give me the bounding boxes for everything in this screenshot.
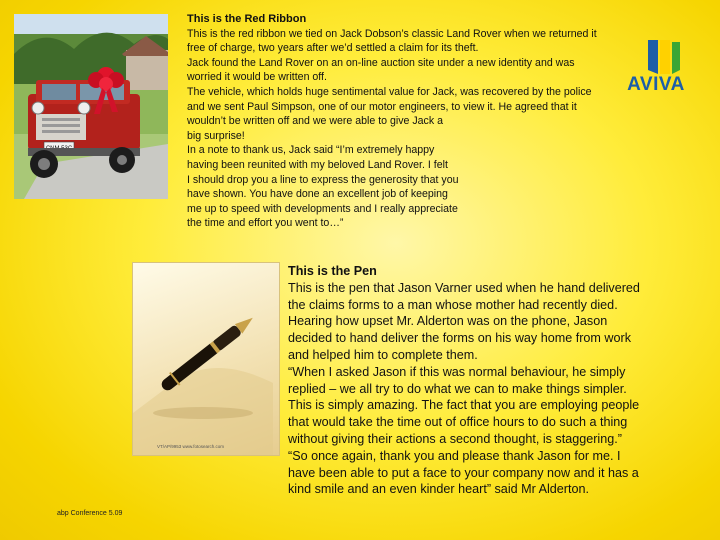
story-line: me up to speed with developments and I really appreciate: [187, 202, 458, 215]
story-line: replied – we all try to do what we can to make things simpler.: [288, 381, 627, 396]
aviva-wordmark: AVIVA: [627, 74, 685, 95]
story-line: the time and effort you went to…”: [187, 217, 344, 230]
story-line: worried it would be written off.: [187, 71, 327, 84]
story-line: the claims forms to a man whose mother had recently died.: [288, 297, 618, 312]
story-line: “So once again, thank you and please thank Jason for me. I: [288, 448, 621, 463]
photo-caption: VT/AP/9953 www.fotosearch.com: [157, 444, 225, 449]
story-line: This is simply amazing. The fact that you are employing people: [288, 398, 640, 413]
story-line: having been reunited with my beloved Land Rover. I felt: [187, 158, 448, 171]
story-line: big surprise!: [187, 129, 245, 142]
pen-story: [288, 263, 708, 498]
story-line: have been able to put a face to your company now and it has a: [288, 465, 639, 480]
story-line: “When I asked Jason if this was normal behaviour, he simply: [288, 364, 626, 379]
story-line: decided to hand deliver the forms on his way home from work: [288, 331, 631, 346]
aviva-logo-mark-icon: [644, 40, 680, 74]
story-line: without giving their actions a second thought, is staggering.”: [288, 431, 622, 446]
story-title-pen: This is the Pen: [288, 264, 377, 278]
story-line: that would take the time out of office hours to do such a thing: [288, 415, 628, 430]
land-rover-photo: [14, 14, 168, 199]
story-title-red-ribbon: This is the Red Ribbon: [187, 13, 307, 25]
story-line: In a note to thank us, Jack said “I’m extremely happy: [187, 144, 435, 157]
story-line: have shown. You have done an excellent job of keeping: [187, 188, 448, 201]
story-line: and helped him to complete them.: [288, 347, 478, 362]
story-line: Jack found the Land Rover on an on-line auction site under a new identity and was: [187, 56, 575, 69]
story-line: kind smile and an even kinder heart” said Mr Alderton.: [288, 482, 590, 497]
story-line: and we sent Paul Simpson, one of our motor engineers, to view it. He agreed that it: [187, 100, 577, 113]
fountain-pen-photo: [132, 262, 280, 456]
story-line: wouldn’t be written off and we were able to give Jack a: [187, 115, 443, 128]
story-line: This is the red ribbon we tied on Jack Dobson’s classic Land Rover when we returned it: [187, 27, 597, 40]
story-line: The vehicle, which holds huge sentimental value for Jack, was recovered by the police: [187, 85, 592, 98]
story-line: free of charge, two years after we’d settled a claim for its theft.: [187, 42, 479, 55]
story-line: This is the pen that Jason Varner used when he hand delivered: [288, 280, 640, 295]
red-ribbon-story: [187, 12, 667, 231]
aviva-logo: [620, 40, 692, 96]
footer-text: abp Conference 5.09: [57, 510, 123, 517]
story-line: Hearing how upset Mr. Alderton was on the phone, Jason: [288, 314, 608, 329]
story-line: I should drop you a line to express the generosity that you: [187, 173, 459, 186]
